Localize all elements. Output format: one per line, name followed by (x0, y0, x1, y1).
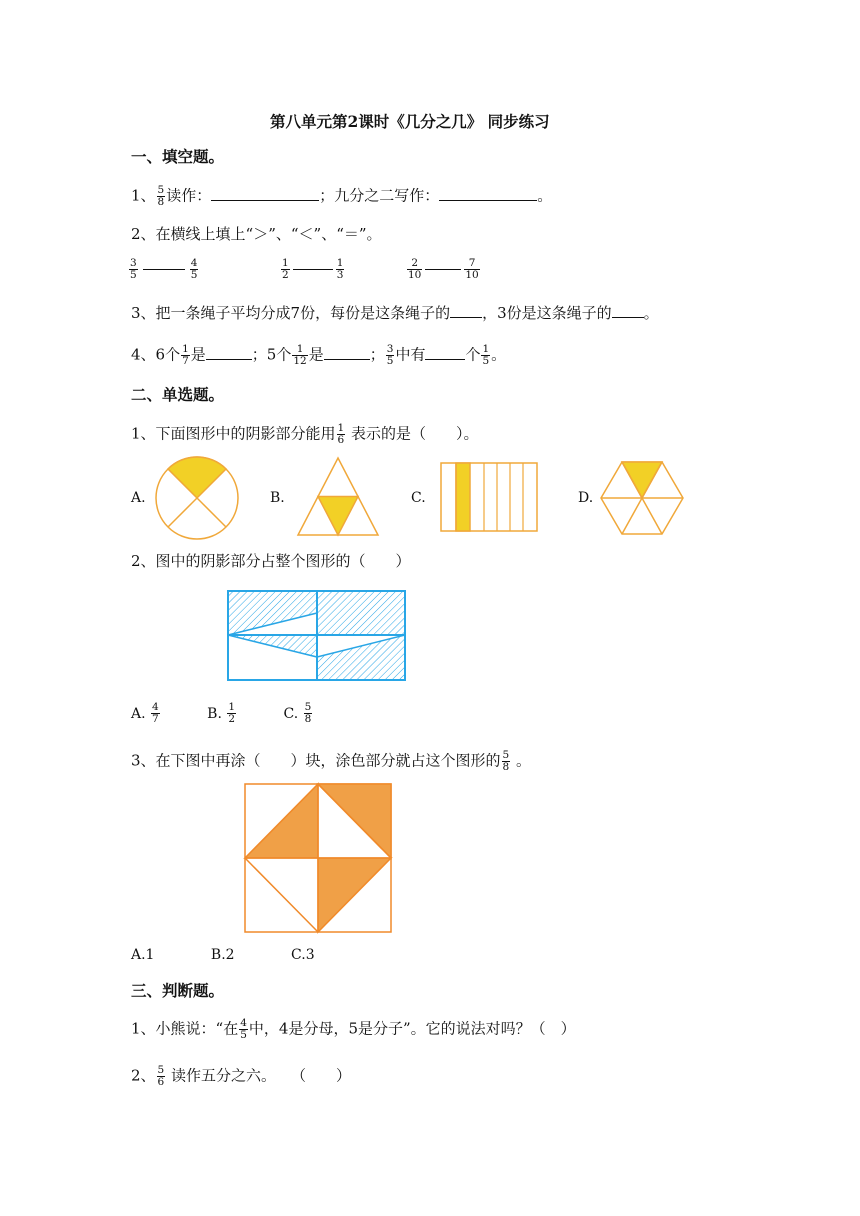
square-triangles-figure (244, 783, 394, 935)
question-2-1: 1、下面图形中的阴影部分能用 $\frac{1}{6}$ 表示的是（ ）。 (131, 422, 479, 446)
answer-blank[interactable] (324, 345, 370, 360)
option-b[interactable]: B.2 (210, 947, 235, 963)
question-2-3: 3、在下图中再涂（ ）块，涂色部分就占这个图形的 $\frac{5}{8}$ 。 (131, 749, 532, 773)
hexagon-figure (600, 460, 686, 536)
answer-blank[interactable] (450, 303, 482, 318)
option-c[interactable]: C.3 (291, 947, 315, 963)
compare-pair-2: $\frac{1}{2}$ $\frac{1}{3}$ (282, 257, 344, 281)
option-b-label[interactable]: B. (270, 490, 285, 506)
question-3-2: 2、 $\frac{5}{6}$ 读作五分之六。 （ ） (131, 1064, 352, 1088)
answer-blank[interactable] (293, 269, 333, 270)
section-heading-true-false: 三、判断题。 (131, 981, 225, 1000)
option-c[interactable]: C. $\frac{5}{8}$ (283, 701, 312, 725)
option-c-label[interactable]: C. (411, 490, 426, 506)
question-text: 。 (537, 186, 553, 205)
option-row-2-3 (131, 945, 315, 965)
answer-blank[interactable] (425, 345, 465, 360)
fraction: $\frac{5}{8}$ (157, 184, 165, 208)
question-text: ；九分之二写作： (319, 186, 440, 205)
question-1-2: 2、在横线上填上“＞”、“＜”、“＝”。 (131, 225, 382, 243)
answer-blank[interactable] (612, 303, 644, 318)
question-text: 读作： (166, 186, 212, 205)
answer-blank[interactable] (143, 269, 185, 270)
option-b[interactable]: B. $\frac{1}{2}$ (207, 701, 236, 725)
hatched-rectangle-figure (227, 590, 407, 682)
question-number: 1、 (131, 186, 156, 205)
section-heading-fill-blank: 一、填空题。 (131, 147, 225, 166)
option-a-label[interactable]: A. (131, 490, 146, 506)
answer-blank[interactable] (206, 345, 252, 360)
answer-blank[interactable] (439, 186, 537, 201)
question-1-1 (131, 185, 552, 208)
compare-pair-3: $\frac{2}{10}$ $\frac{7}{10}$ (408, 257, 479, 281)
triangle-figure (296, 455, 380, 539)
answer-blank[interactable] (425, 269, 461, 270)
question-2-2: 2、图中的阴影部分占整个图形的（ ） (131, 552, 411, 570)
option-d-label[interactable]: D. (578, 490, 594, 506)
rectangle-strips-figure (440, 462, 540, 534)
option-a[interactable]: A.1 (131, 947, 155, 963)
section-heading-single-choice: 二、单选题。 (131, 385, 225, 404)
question-1-3: 3、把一条绳子平均分成7份，每份是这条绳子的 ，3份是这条绳子的 。 (131, 304, 659, 322)
option-a[interactable]: A. $\frac{4}{7}$ (131, 701, 159, 725)
compare-pair-1: $\frac{3}{5}$ $\frac{4}{5}$ (130, 257, 198, 281)
question-3-1: 1、小熊说：“在 $\frac{4}{5}$ 中，4是分母，5是分子”。它的说法对吗？（ ） (131, 1017, 576, 1041)
circle-quarter-figure (155, 456, 245, 540)
option-row-2-2 (131, 702, 313, 725)
question-1-4: 4、6个 $\frac{1}{7}$ 是 ；5个 $\frac{1}{12}$ 是 ； $\frac{3}{5}$ 中有 个 $\frac{1}{5}$ 。 (131, 343, 507, 367)
answer-blank[interactable] (211, 186, 319, 201)
page-title: 第八单元第2课时《几分之几》 同步练习 (270, 112, 550, 131)
